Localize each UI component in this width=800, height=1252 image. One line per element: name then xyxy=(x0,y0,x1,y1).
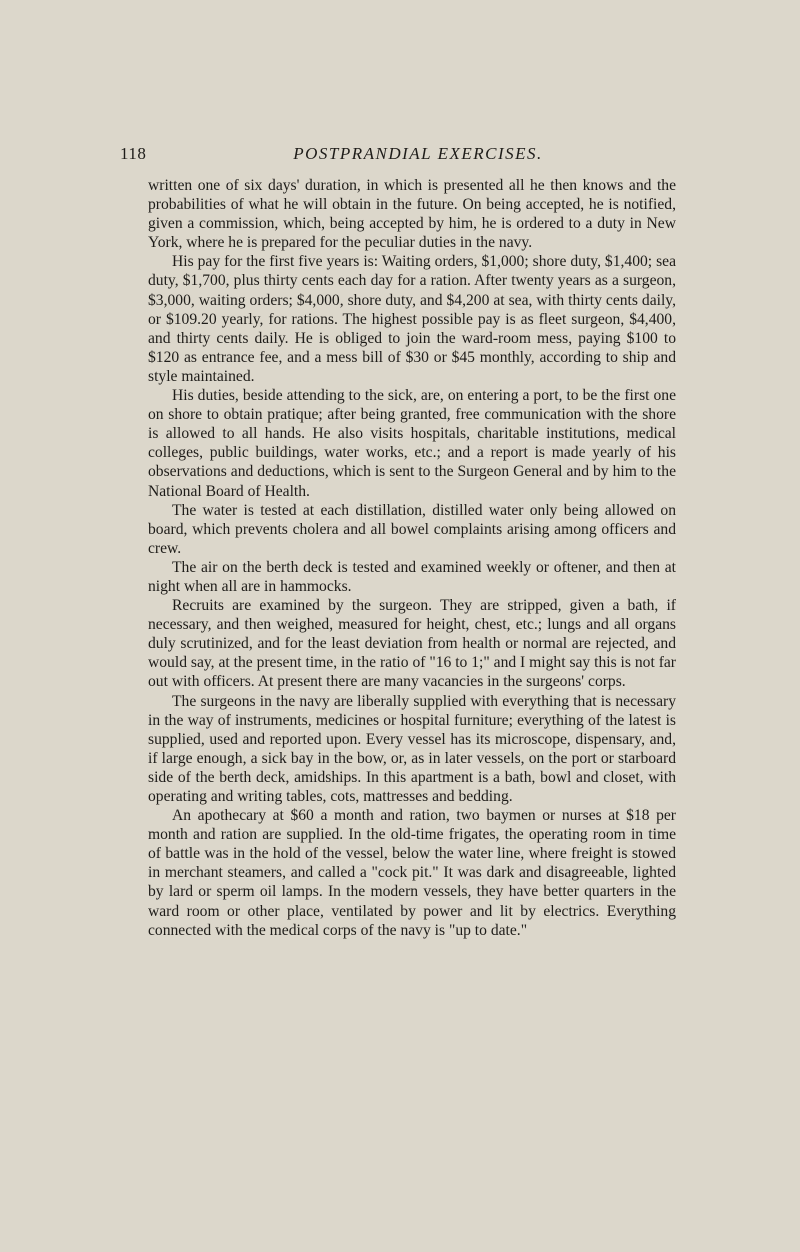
paragraph: An apothecary at $60 a month and ration, two baymen or nurses at $18 per month and ration are supplied. In the old-time frigates, the operating room in time of battle was in the hold of the vessel, below the water line, where freight is stowed in merchant steamers, and called a "cock pit." It was dark and disagreeable, lighted by lard or sperm oil lamps. In the modern vessels, they have better quarters in the ward room or other place, ventilated by power and lit by electrics. Everything connected with the medical corps of the navy is "up to date." xyxy=(148,807,676,939)
paragraph: The water is tested at each distillation, distilled water only being allowed on board, which prevents cholera and all bowel complaints arising among officers and crew. xyxy=(148,501,676,557)
paragraph: written one of six days' duration, in which is presented all he then knows and the probabilities of what he will obtain in the future. On being accepted, he is notified, given a commission, which, being accepted by him, he is ordered to a duty in New York, where he is prepared for the peculiar duties in the navy. xyxy=(148,177,676,252)
paragraph: The air on the berth deck is tested and examined weekly or oftener, and then at night when all are in hammocks. xyxy=(148,558,676,595)
body-text xyxy=(148,176,676,940)
page-number: 118 xyxy=(120,144,147,163)
running-head: POSTPRANDIAL EXERCISES. xyxy=(293,144,543,163)
paragraph: Recruits are examined by the surgeon. They are stripped, given a bath, if necessary, and then weighed, measured for height, chest, etc.; lungs and all organs duly scrutinized, and for the least deviation from health or normal are rejected, and would say, at the present time, in the ratio of "16 to 1;" and I might say this is not far out with officers. At present there are many vacancies in the surgeons' corps. xyxy=(148,597,676,691)
paragraph: His duties, beside attending to the sick, are, on entering a port, to be the first one on shore to obtain pratique; after being granted, free communication with the shore is allowed to all hands. He also visits hospitals, charitable institutions, medical colleges, public buildings, water works, etc.; and a report is made yearly of his observations and deductions, which is sent to the Surgeon General and by him to the National Board of Health. xyxy=(148,387,676,500)
page-header xyxy=(118,144,678,168)
paragraph: His pay for the first five years is: Waiting orders, $1,000; shore duty, $1,400; sea duty, $1,700, plus thirty cents each day for a ration. After twenty years as a surgeon, $3,000, waiting orders; $4,000, shore duty, and $4,200 at sea, with thirty cents daily, or $109.20 yearly, for rations. The highest possible pay is as fleet surgeon, $4,400, and thirty cents daily. He is obliged to join the ward-room mess, paying $100 to $120 as entrance fee, and a mess bill of $30 or $45 monthly, according to ship and style maintained. xyxy=(148,253,676,385)
paragraph: The surgeons in the navy are liberally supplied with everything that is necessary in the way of instruments, medicines or hospital furniture; everything of the latest is supplied, used and reported upon. Every vessel has its microscope, dispensary, and, if large enough, a sick bay in the bow, or, as in later vessels, on the port or starboard side of the berth deck, amidships. In this apartment is a bath, bowl and closet, with operating and writing tables, cots, mattresses and bedding. xyxy=(148,692,676,805)
